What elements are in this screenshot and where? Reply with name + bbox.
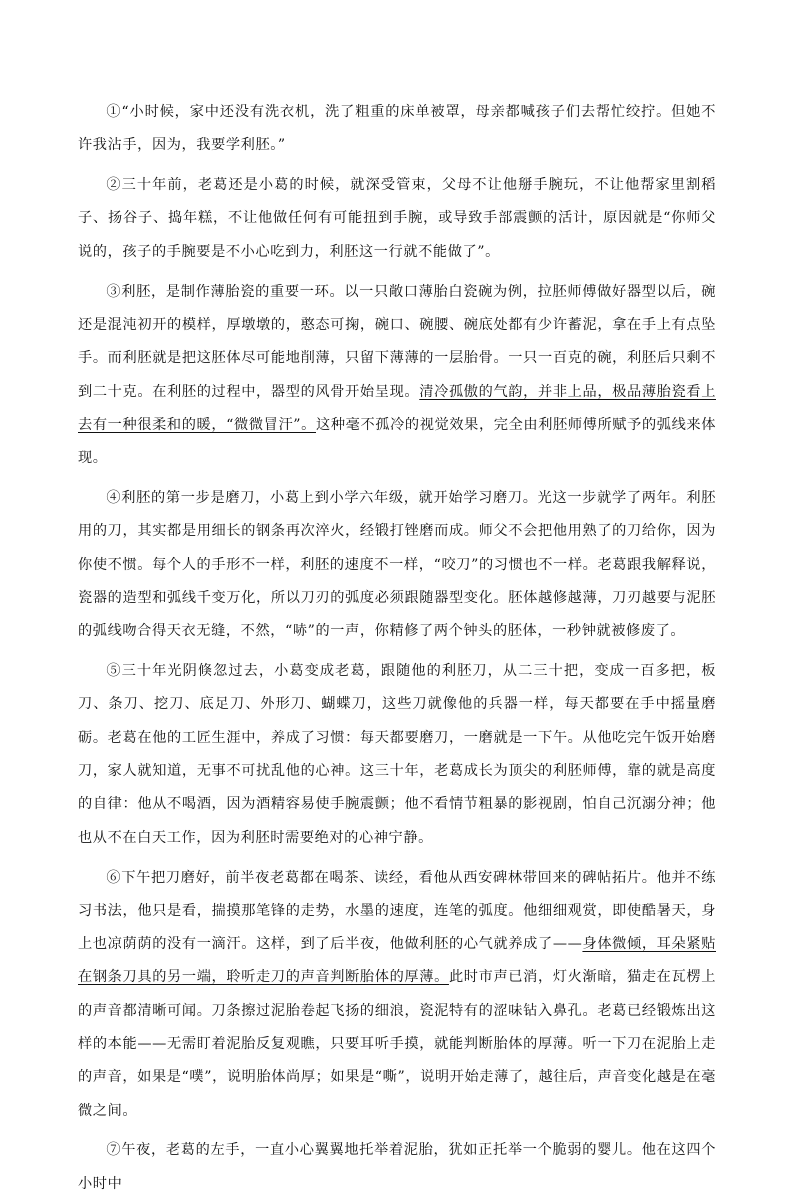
paragraph-2-text: ②三十年前，老葛还是小葛的时候，就深受管束，父母不让他掰手腕玩，不让他帮家里割稻子、扬谷子、捣年糕，不让他做任何有可能扭到手腕，或导致手部震颤的活计，原因就是“你师父说的，孩子的手腕要是不小心吃到力，利胚这一行就不能做了”。 <box>78 177 716 260</box>
paragraph-5 <box>78 655 716 855</box>
paragraph-6 <box>78 862 716 1128</box>
paragraph-7 <box>78 1134 716 1201</box>
paragraph-6-underlined-sentence: 身体微倾，耳朵紧贴在钢条刀具的另一端，聆听走刀的声音判断胎体的厚薄。 <box>78 936 716 986</box>
paragraph-3-text-a: ③利胚，是制作薄胎瓷的重要一环。以一只敞口薄胎白瓷碗为例，拉胚师傅做好器型以后，碗还是混沌初开的模样，厚墩墩的，憨态可掬，碗口、碗腰、碗底处都有少许蓄泥，拿在手上有点坠手。而利胚就是把这胚体尽可能地削薄，只留下薄薄的一层胎骨。一只一百克的碗，利胚后只剩不到二十克。在利胚的过程中，器型的风骨开始呈现。 <box>78 283 716 400</box>
paragraph-4-text: ④利胚的第一步是磨刀，小葛上到小学六年级，就开始学习磨刀。光这一步就学了两年。利胚用的刀，其实都是用细长的钢条再次淬火，经锻打锉磨而成。师父不会把他用熟了的刀给你，因为你使不惯。每个人的手形不一样，利胚的速度不一样，“咬刀”的习惯也不一样。老葛跟我解释说，瓷器的造型和弧线千变万化，所以刀刃的弧度必须跟随器型变化。胚体越修越薄，刀刃越要与泥胚的弧线吻合得天衣无缝，不然，“哧”的一声，你精修了两个钟头的胚体，一秒钟就被修废了。 <box>78 490 716 640</box>
article-body <box>78 96 716 1201</box>
paragraph-4 <box>78 482 716 648</box>
paragraph-3-underlined-sentence: 清冷孤傲的气韵，并非上品，极品薄胎瓷看上去有一种很柔和的暖，“微微冒汗”。 <box>78 383 716 433</box>
paragraph-7-text: ⑦午夜，老葛的左手，一直小心翼翼地托举着泥胎，犹如正托举一个脆弱的婴儿。他在这四个小时中 <box>78 1142 716 1192</box>
paragraph-2 <box>78 169 716 269</box>
paragraph-3 <box>78 276 716 476</box>
paragraph-6-text-a: ⑥下午把刀磨好，前半夜老葛都在喝茶、读经，看他从西安碑林带回来的碑帖拓片。他并不练习书法，他只是看，揣摸那笔锋的走势，水墨的速度，连笔的弧度。他细细观赏，即使酷暑天，身上也凉荫荫的没有一滴汗。这样，到了后半夜，他做利胚的心气就养成了—— <box>78 869 716 953</box>
paragraph-5-text: ⑤三十年光阴倏忽过去，小葛变成老葛，跟随他的利胚刀，从二三十把，变成一百多把，板刀、条刀、挖刀、底足刀、外形刀、蝴蝶刀，这些刀就像他的兵器一样，每天都要在手中摇量磨砺。老葛在他的工匠生涯中，养成了习惯：每天都要磨刀，一磨就是一下午。从他吃完午饭开始磨刀，家人就知道，无事不可扰乱他的心神。这三十年，老葛成长为顶尖的利胚师傅，靠的就是高度的自律：他从不喝酒，因为酒精容易使手腕震颤；他不看情节粗暴的影视剧，怕自己沉溺分神；他也从不在白天工作，因为利胚时需要绝对的心神宁静。 <box>78 663 716 846</box>
paragraph-1-text: ①“小时候，家中还没有洗衣机，洗了粗重的床单被罩，母亲都喊孩子们去帮忙绞拧。但她不许我沾手，因为，我要学利胚。” <box>78 104 716 154</box>
paragraph-3-text-b: 这种毫不孤冷的视觉效果，完全由利胚师傅所赋予的弧线来体现。 <box>78 416 716 467</box>
paragraph-6-text-b: 此时市声已消，灯火渐暗，猫走在瓦楞上的声音都清晰可闻。刀条擦过泥胎卷起飞扬的细浪，瓷泥特有的涩味钻入鼻孔。老葛已经锻炼出这样的本能——无需盯着泥胎反复观瞧，只要耳听手摸，就能判断胎体的厚薄。听一下刀在泥胎上走的声音，如果是“噗”，说明胎体尚厚；如果是“嘶”，说明开始走薄了，越往后，声音变化越是在毫微之间。 <box>78 969 716 1119</box>
paragraph-1 <box>78 96 716 163</box>
